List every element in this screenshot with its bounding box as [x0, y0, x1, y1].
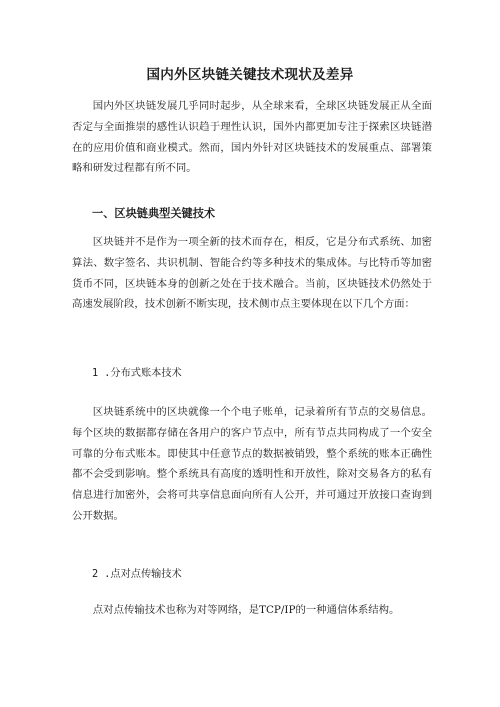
subsection-heading-p2p-transmission: 2 .点对点传输技术 — [92, 569, 182, 580]
subsection-paragraph-distributed-ledger: 区块链系统中的区块就像一个个电子账单，记录着所有节点的交易信息。每个区块的数据都存储在各用户的客户节点中，所有节点共同构成了一个安全可靠的分布式账本。即使其中任意节点的数据被销毁，整个系统的账本正确性都不会受到影响。整个系统具有高度的透明性和开放性，除对交易各方的私有信息进行加密外，会将可共享信息面向所有人公开，并可通过开放接口查询到公开数据。 — [72, 406, 432, 522]
document-title: 国内外区块链关键技术现状及差异 — [146, 67, 354, 83]
intro-paragraph: 国内外区块链发展几乎同时起步，从全球来看，全球区块链发展正从全面否定与全面推崇的感性认识趋于理性认识，国外内都更加专注于探索区块链潜在的应用价值和商业模式。然而，国内外针对区块链技术的发展重点、部署策略和研发过程都有所不同。 — [72, 100, 432, 175]
subsection-paragraph-p2p-transmission: 点对点传输技术也称为对等网络，是TCP/IP的一种通信体系结构。 — [92, 604, 400, 616]
section-paragraph-key-technologies: 区块链并不是作为一项全新的技术而存在，相反，它是分布式系统、加密算法、数字签名、共识机制、智能合约等多种技术的集成体。与比特币等加密货币不同，区块链本身的创新之处在于技术融合。当前，区块链技术仍然处于高速发展阶段，技术创新不断实现，技术侧市点主要体现在以下几个方面： — [72, 236, 432, 311]
subsection-heading-distributed-ledger: 1 .分布式账本技术 — [92, 368, 182, 379]
section-heading-key-technologies: 一、区块链典型关键技术 — [92, 207, 216, 220]
